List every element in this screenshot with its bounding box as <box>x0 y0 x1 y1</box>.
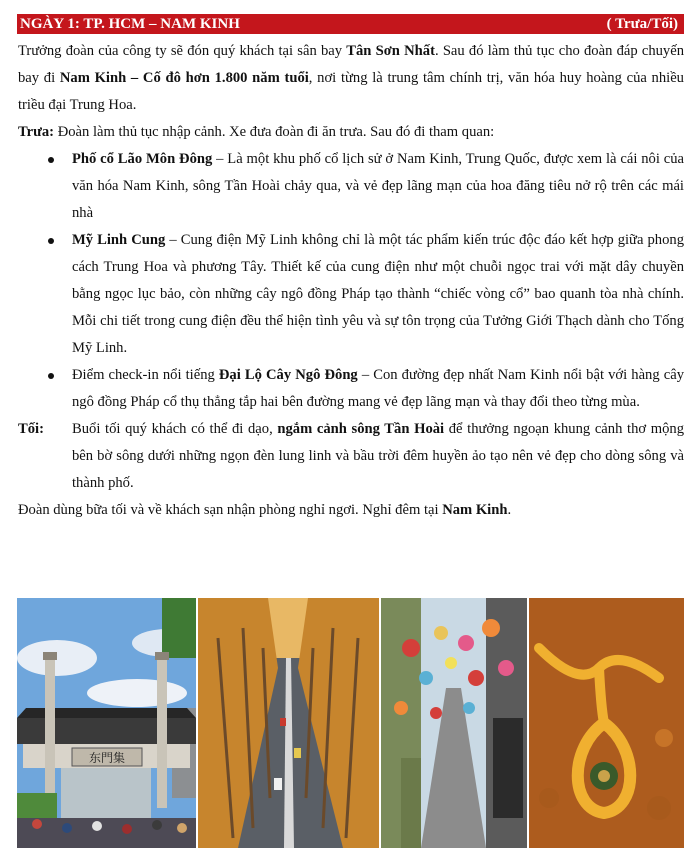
attraction-name: Mỹ Linh Cung <box>72 232 166 248</box>
lantern-street-photo <box>381 598 527 848</box>
attraction-name: Đại Lộ Cây Ngô Đông <box>218 367 358 383</box>
intro-text-1: Trưởng đoàn của công ty sẽ đón quý khách tại sân bay <box>18 43 347 59</box>
itinerary-body <box>18 38 684 524</box>
day-header-bar <box>17 14 684 34</box>
intro-text-3: , nơi từng là trung tâm chính trị, văn hóa huy hoàng của nhiều triều đại Trung Hoa. <box>18 70 684 113</box>
closing-paragraph <box>18 497 684 524</box>
closing-text-2: . <box>507 502 512 518</box>
intro-paragraph <box>18 38 684 119</box>
closing-text-1: Đoàn dùng bữa tối và về khách sạn nhận phòng nghỉ ngơi. Nghỉ đêm tại <box>18 502 443 518</box>
dinner-paragraph <box>18 416 684 497</box>
lao-mon-dong-gate-photo <box>17 598 196 848</box>
lunch-paragraph <box>18 119 684 146</box>
lunch-text: Đoàn làm thủ tục nhập cảnh. Xe đưa đoàn đi ăn trưa. Sau đó đi tham quan: <box>54 124 495 140</box>
list-item <box>18 146 684 227</box>
attractions-list <box>18 146 684 416</box>
airport-name: Tân Sơn Nhất <box>346 43 435 59</box>
avenue-image <box>198 598 379 848</box>
my-linh-cung-aerial-photo <box>529 598 684 848</box>
dinner-label: Tối: <box>18 421 44 437</box>
gate-sign-text: 东門集 <box>88 751 126 765</box>
meals-label: ( Trưa/Tối) <box>606 15 678 32</box>
dinner-text-2: để thưởng ngoạn khung cảnh thơ mộng bên bờ sông dưới những ngọn đèn lung linh và bầu trời đêm huyền ảo tạo nên vẻ đẹp cho dòng sông và thành phố. <box>72 421 684 491</box>
list-item <box>18 362 684 416</box>
lantern-street-image <box>381 598 527 848</box>
destination-name: Nam Kinh – Cố đô hơn 1.800 năm tuổi <box>59 70 309 86</box>
lunch-label: Trưa: <box>18 124 55 140</box>
attraction-description: – Là một khu phố cổ lịch sử ở Nam Kinh, Trung Quốc, được xem là cái nôi của văn hóa Nam Kinh, sông Tần Hoài chảy qua, và vẻ đẹp lãng mạn của hoa đăng tiêu nở rộ trên các mái nhà <box>72 151 684 221</box>
wutong-avenue-photo <box>198 598 379 848</box>
river-highlight: ngắm cảnh sông Tần Hoài <box>277 421 445 437</box>
attraction-name: Phố cổ Lão Môn Đông <box>72 151 213 167</box>
attraction-description: – Cung điện Mỹ Linh không chỉ là một tác phẩm kiến trúc độc đáo kết hợp giữa phong cách Trung Hoa và phương Tây. Thiết kế của cung điện như một chuỗi ngọc trai với mặt dây chuyền bằng ngọc lục bảo, còn những cây ngô đồng Pháp tạo thành “chiếc vòng cổ” bao quanh tòa nhà chính. Mỗi chi tiết trong cung điện đều thể hiện tình yêu và sự tôn trọng của Tưởng Giới Thạch dành cho Tống Mỹ Linh. <box>72 232 684 356</box>
bullet-prefix: Điểm check-in nổi tiếng <box>72 367 219 383</box>
dinner-text-1: Buổi tối quý khách có thể đi dạo, <box>72 421 278 437</box>
list-item <box>18 227 684 362</box>
overnight-city: Nam Kinh <box>442 502 508 518</box>
attraction-description: – Con đường đẹp nhất Nam Kinh nổi bật với hàng cây ngô đồng Pháp cổ thụ thẳng tắp hai bên đường mang vẻ đẹp lãng mạn và thay đổi theo từng mùa. <box>72 367 684 410</box>
photo-strip <box>17 598 684 848</box>
dinner-text <box>72 416 684 497</box>
day-title: NGÀY 1: TP. HCM – NAM KINH <box>20 15 240 32</box>
intro-text-2: . Sau đó làm thủ tục cho đoàn đáp chuyến bay đi <box>18 43 684 86</box>
gate-image <box>17 598 196 848</box>
necklace-aerial-image <box>529 598 684 848</box>
